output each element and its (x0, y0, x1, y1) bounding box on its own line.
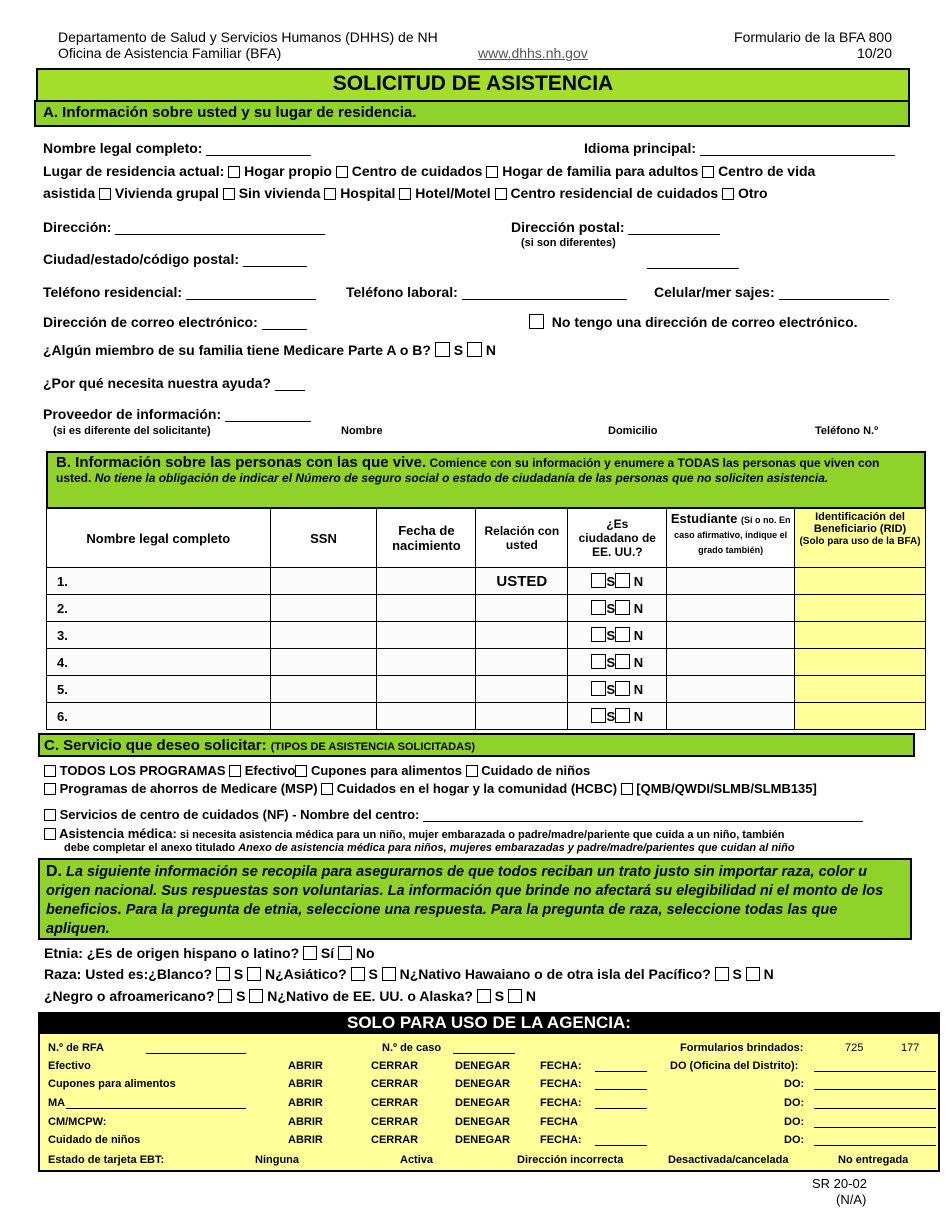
yes-label: S (606, 655, 616, 670)
language-field[interactable] (700, 155, 895, 156)
citizen-cell (568, 568, 667, 595)
work-phone-field[interactable] (462, 299, 627, 300)
no-label: N (633, 655, 644, 670)
medicare-yes-checkbox[interactable] (435, 342, 450, 357)
medical-row-2: debe completar el anexo titulado Anexo de asistencia médica para niños, mujeres embarazadas y padre/madre/parientes que cuidan al niño (64, 842, 795, 854)
ssn-cell[interactable] (270, 622, 377, 649)
provider-label: Proveedor de información: (43, 406, 311, 422)
provider-address-caption: Domicilio (608, 425, 658, 437)
provider-name-caption: Nombre (341, 425, 383, 437)
district-field[interactable] (814, 1058, 936, 1072)
rid-cell[interactable] (795, 703, 926, 730)
date-field[interactable] (595, 1095, 647, 1109)
citizen-yes-checkbox[interactable] (591, 654, 606, 669)
nf-checkbox[interactable] (44, 809, 56, 821)
citizen-no-checkbox[interactable] (615, 681, 630, 696)
race-row-2: ¿Negro o afroamericano? S N¿Nativo de EE. UU. o Alaska? S N (44, 988, 536, 1004)
group-housing-checkbox[interactable] (99, 188, 111, 200)
white-yes-checkbox[interactable] (216, 967, 230, 981)
district-label: DO (Oficina del Distrito): (670, 1060, 799, 1072)
medicare-row: ¿Algún miembro de su familia tiene Medicare Parte A o B? S N (43, 342, 496, 358)
no-label: N (633, 628, 644, 643)
home-phone-label: Teléfono residencial: (43, 284, 316, 300)
footer-code: SR 20-02 (812, 1176, 867, 1191)
col-rid-header: Identificación del Beneficiario (RID) (Solo para uso de la BFA) (795, 509, 926, 568)
race-row-1: Raza: Usted es:¿Blanco? S N¿Asiático? S N¿Nativo Hawaiano o de otra isla del Pacífico? S N (44, 966, 774, 982)
relation-cell[interactable]: USTED (476, 568, 568, 595)
service-row-2: Programas de ahorros de Medicare (MSP) Cuidados en el hogar y la comunidad (HCBC) [QMB/QWDI/SLMB/SLMB135] (44, 781, 817, 796)
care-center-checkbox[interactable] (336, 166, 348, 178)
citizen-no-checkbox[interactable] (615, 654, 630, 669)
table-row (47, 676, 926, 703)
msp-checkbox[interactable] (44, 783, 56, 795)
dob-cell[interactable] (377, 595, 476, 622)
hispanic-no-checkbox[interactable] (338, 946, 352, 960)
all-programs-checkbox[interactable] (44, 765, 56, 777)
agency-row-ma: MA (48, 1097, 66, 1109)
rid-cell[interactable] (795, 568, 926, 595)
black-no-checkbox[interactable] (249, 989, 263, 1003)
agency-row-food-stamps: Cupones para alimentos (48, 1078, 176, 1090)
close-option[interactable]: CERRAR (371, 1060, 419, 1072)
cell-label: Celular/mer sajes: (654, 284, 889, 300)
agency-row-cm-mcpw: CM/MCPW: (48, 1116, 107, 1128)
asian-no-checkbox[interactable] (382, 967, 396, 981)
rfa-field[interactable] (146, 1040, 246, 1054)
address-field[interactable] (115, 234, 325, 235)
household-table (46, 508, 926, 730)
citizen-cell (568, 676, 667, 703)
hcbc-checkbox[interactable] (321, 783, 333, 795)
district-field[interactable] (814, 1132, 936, 1146)
student-cell[interactable] (667, 676, 795, 703)
student-cell[interactable] (667, 568, 795, 595)
rfa-label: N.º de RFA (48, 1042, 104, 1054)
deny-option[interactable]: DENEGAR (455, 1134, 511, 1146)
row-number: 4. (47, 649, 271, 676)
open-option[interactable]: ABRIR (288, 1116, 323, 1128)
postal-note: (si son diferentes) (521, 237, 616, 249)
legal-name-label: Nombre legal completo: (43, 140, 311, 156)
date-field[interactable] (595, 1076, 647, 1090)
dob-cell[interactable] (377, 676, 476, 703)
row-number: 2. (47, 595, 271, 622)
hospital-checkbox[interactable] (324, 188, 336, 200)
postal-field[interactable] (628, 234, 720, 235)
deny-option[interactable]: DENEGAR (455, 1078, 511, 1090)
close-option[interactable]: CERRAR (371, 1078, 419, 1090)
citizen-yes-checkbox[interactable] (591, 708, 606, 723)
relation-cell[interactable] (476, 703, 568, 730)
no-label: N (633, 682, 644, 697)
open-option[interactable]: ABRIR (288, 1060, 323, 1072)
dob-cell[interactable] (377, 622, 476, 649)
other-checkbox[interactable] (722, 188, 734, 200)
cell-field[interactable] (779, 299, 889, 300)
district-field[interactable] (814, 1114, 936, 1128)
yes-label: S (606, 574, 616, 589)
date-label: FECHA: (540, 1097, 582, 1109)
ssn-cell[interactable] (270, 568, 377, 595)
no-label: N (633, 574, 644, 589)
row-number: 3. (47, 622, 271, 649)
postal-city-field[interactable] (647, 253, 739, 269)
form-date: 10/20 (856, 45, 892, 61)
hispanic-yes-checkbox[interactable] (303, 946, 317, 960)
deny-option[interactable]: DENEGAR (455, 1060, 511, 1072)
agency-row-child-care: Cuidado de niños (48, 1134, 141, 1146)
service-row-1: TODOS LOS PROGRAMAS Efectivo Cupones para alimentos Cuidado de niños (44, 763, 590, 778)
col-relation-header: Relación con usted (476, 509, 568, 568)
case-field[interactable] (453, 1040, 515, 1054)
citizen-cell (568, 703, 667, 730)
why-label: ¿Por qué necesita nuestra ayuda? (43, 375, 305, 391)
homeless-checkbox[interactable] (223, 188, 235, 200)
ebt-none[interactable]: Ninguna (255, 1154, 299, 1166)
date-label: FECHA: (540, 1060, 582, 1072)
date-label: FECHA: (540, 1078, 582, 1090)
col-citizen-header: ¿Es ciudadano de EE. UU.? (568, 509, 667, 568)
form-number: Formulario de la BFA 800 (734, 29, 892, 45)
citizen-yes-checkbox[interactable] (591, 600, 606, 615)
citizen-cell (568, 622, 667, 649)
native-no-checkbox[interactable] (508, 989, 522, 1003)
table-row (47, 622, 926, 649)
citizen-no-checkbox[interactable] (615, 708, 630, 723)
medical-row: Asistencia médica: si necesita asistencia médica para un niño, mujer embarazada o padre/madre/pariente que cuida a un niño, también (44, 827, 924, 842)
citizen-yes-checkbox[interactable] (591, 627, 606, 642)
agency-row-cash: Efectivo (48, 1060, 91, 1072)
table-row (47, 703, 926, 730)
relation-cell[interactable] (476, 676, 568, 703)
yes-label: S (606, 601, 616, 616)
cash-checkbox[interactable] (229, 765, 241, 777)
relation-cell[interactable] (476, 649, 568, 676)
form-177: 177 (901, 1042, 920, 1054)
ssn-cell[interactable] (270, 703, 377, 730)
medicare-no-checkbox[interactable] (467, 342, 482, 357)
citizen-cell (568, 595, 667, 622)
rid-cell[interactable] (795, 676, 926, 703)
child-care-checkbox[interactable] (466, 765, 478, 777)
date-label: FECHA: (540, 1134, 582, 1146)
citizen-yes-checkbox[interactable] (591, 573, 606, 588)
rid-cell[interactable] (795, 649, 926, 676)
assisted-living-checkbox[interactable] (702, 166, 714, 178)
ssn-cell[interactable] (270, 676, 377, 703)
ssn-cell[interactable] (270, 649, 377, 676)
home-phone-field[interactable] (186, 299, 316, 300)
close-option[interactable]: CERRAR (371, 1097, 419, 1109)
relation-cell[interactable] (476, 595, 568, 622)
white-no-checkbox[interactable] (247, 967, 261, 981)
ebt-bad-address[interactable]: Dirección incorrecta (517, 1154, 624, 1166)
postal-label: Dirección postal: (511, 219, 720, 235)
native-yes-checkbox[interactable] (477, 989, 491, 1003)
row-number: 5. (47, 676, 271, 703)
section-d-text: D. La siguiente información se recopila para asegurarnos de que todos reciban un trato justo sin importar raza, color u origen nacional. Sus respuestas son voluntarias. La información que brinde no afectará su elegibilidad ni el monto de los beneficios. Para la pregunta de etnia, seleccione una respuesta. Para la pregunta de raza, seleccione todas las que apliquen. (46, 863, 884, 937)
ebt-deactivated[interactable]: Desactivada/cancelada (668, 1154, 789, 1166)
own-home-checkbox[interactable] (228, 166, 240, 178)
black-yes-checkbox[interactable] (218, 989, 232, 1003)
district-field[interactable] (814, 1095, 936, 1109)
row-number: 6. (47, 703, 271, 730)
district-label: DO: (784, 1097, 805, 1109)
medical-checkbox[interactable] (44, 828, 56, 840)
ssn-cell[interactable] (270, 595, 377, 622)
yes-label: S (606, 682, 616, 697)
ebt-label: Estado de tarjeta EBT: (48, 1154, 165, 1166)
form-725: 725 (845, 1042, 864, 1054)
adult-family-home-checkbox[interactable] (486, 166, 498, 178)
no-email-row: No tengo una dirección de correo electrónico. (529, 314, 858, 330)
case-label: N.º de caso (382, 1042, 442, 1054)
open-option[interactable]: ABRIR (288, 1097, 323, 1109)
ebt-not-delivered[interactable]: No entregada (838, 1154, 909, 1166)
col-ssn-header: SSN (270, 509, 377, 568)
col-student-header: Estudiante (Sí o no. En caso afirmativo, indique el grado también) (667, 509, 795, 568)
close-option[interactable]: CERRAR (371, 1116, 419, 1128)
citizen-no-checkbox[interactable] (615, 600, 630, 615)
dob-cell[interactable] (377, 703, 476, 730)
legal-name-field[interactable] (206, 155, 311, 156)
student-cell[interactable] (667, 622, 795, 649)
citizen-yes-checkbox[interactable] (591, 681, 606, 696)
residential-care-checkbox[interactable] (495, 188, 507, 200)
email-label: Dirección de correo electrónico: (43, 314, 307, 330)
provider-field[interactable] (225, 421, 311, 422)
date-label: FECHA (540, 1116, 578, 1128)
dob-cell[interactable] (377, 649, 476, 676)
open-option[interactable]: ABRIR (288, 1134, 323, 1146)
city-field[interactable] (243, 266, 307, 267)
provider-note: (si es diferente del solicitante) (53, 425, 211, 437)
yes-label: S (606, 628, 616, 643)
page-title: SOLICITUD DE ASISTENCIA (332, 72, 614, 95)
forms-label: Formularios brindados: (680, 1042, 804, 1054)
deny-option[interactable]: DENEGAR (455, 1097, 511, 1109)
footer-na: (N/A) (836, 1192, 867, 1207)
section-b-heading: B. Información sobre las personas con las que vive. Comience con su información y enumere a TODAS las personas que viven con usted. No tiene la obligación de indicar el Número de seguro social o estado de ciudadanía de las personas que no soliciten asistencia. (56, 454, 880, 485)
rid-cell[interactable] (795, 595, 926, 622)
district-label: DO: (784, 1078, 805, 1090)
deny-option[interactable]: DENEGAR (455, 1116, 511, 1128)
close-option[interactable]: CERRAR (371, 1134, 419, 1146)
citizen-no-checkbox[interactable] (615, 627, 630, 642)
section-a-heading: A. Información sobre usted y su lugar de residencia. (43, 104, 417, 121)
student-cell[interactable] (667, 595, 795, 622)
residence-row-1: Lugar de residencia actual: Hogar propio Centro de cuidados Hogar de familia para adultos Centro de vida (43, 163, 816, 179)
table-row (47, 568, 926, 595)
hotel-checkbox[interactable] (399, 188, 411, 200)
why-field[interactable] (275, 390, 305, 391)
relation-cell[interactable] (476, 622, 568, 649)
no-email-checkbox[interactable] (529, 314, 544, 329)
table-row (47, 649, 926, 676)
citizen-cell (568, 649, 667, 676)
section-c-heading: C. Servicio que deseo solicitar: (TIPOS DE ASISTENCIA SOLICITADAS) (44, 737, 476, 754)
yes-label: S (606, 709, 616, 724)
asian-yes-checkbox[interactable] (351, 967, 365, 981)
agency-box (38, 1012, 940, 1172)
ethnicity-row: Etnia: ¿Es de origen hispano o latino? Sí No (44, 945, 375, 961)
dob-cell[interactable] (377, 568, 476, 595)
food-stamps-checkbox[interactable] (295, 765, 307, 777)
city-label: Ciudad/estado/código postal: (43, 251, 307, 267)
email-field[interactable] (262, 329, 307, 330)
date-field[interactable] (595, 1058, 647, 1072)
work-phone-label: Teléfono laboral: (346, 284, 627, 300)
nf-name-field[interactable] (423, 821, 863, 822)
language-label: Idioma principal: (584, 140, 895, 156)
date-field[interactable] (595, 1132, 647, 1146)
rid-cell[interactable] (795, 622, 926, 649)
row-number: 1. (47, 568, 271, 595)
col-name-header: Nombre legal completo (47, 509, 271, 568)
address-label: Dirección: (43, 219, 325, 235)
dept-name: Departamento de Salud y Servicios Humanos (DHHS) de NH (58, 29, 438, 45)
col-dob-header: Fecha de nacimiento (377, 509, 476, 568)
provider-phone-caption: Teléfono N.º (815, 425, 879, 437)
district-label: DO: (784, 1116, 805, 1128)
residence-row-2: asistida Vivienda grupal Sin vivienda Hospital Hotel/Motel Centro residencial de cuidados Otro (43, 185, 768, 201)
pacific-yes-checkbox[interactable] (715, 967, 729, 981)
qmb-checkbox[interactable] (621, 783, 633, 795)
website-link[interactable]: www.dhhs.nh.gov (478, 45, 588, 61)
no-label: N (633, 601, 644, 616)
student-cell[interactable] (667, 703, 795, 730)
table-row (47, 595, 926, 622)
pacific-no-checkbox[interactable] (746, 967, 760, 981)
district-field[interactable] (814, 1076, 936, 1090)
agency-title: SOLO PARA USO DE LA AGENCIA: (38, 1012, 940, 1034)
nf-row: Servicios de centro de cuidados (NF) - Nombre del centro: (44, 807, 863, 822)
no-label: N (633, 709, 644, 724)
office-name: Oficina de Asistencia Familiar (BFA) (58, 45, 282, 61)
ebt-active[interactable]: Activa (400, 1154, 434, 1166)
ma-field[interactable] (66, 1095, 246, 1109)
citizen-no-checkbox[interactable] (615, 573, 630, 588)
open-option[interactable]: ABRIR (288, 1078, 323, 1090)
district-label: DO: (784, 1134, 805, 1146)
student-cell[interactable] (667, 649, 795, 676)
